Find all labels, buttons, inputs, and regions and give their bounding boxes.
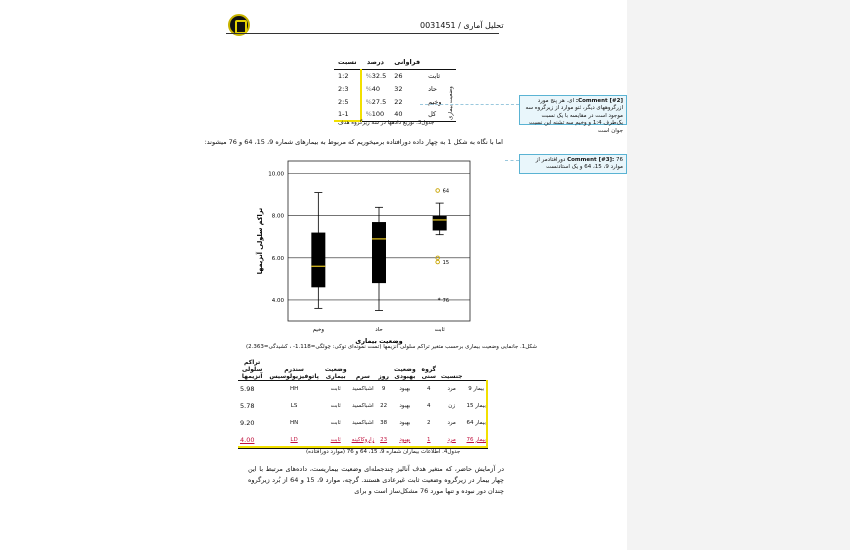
table-cell: بیمار 76 [465,432,489,449]
table-cell: ثابت [330,386,341,393]
y-tick-label: 8.00 [271,213,284,220]
cell-label: ثابت [428,71,441,80]
comment-connector [505,160,519,161]
table-cell: مرد [447,386,456,393]
cell-label: وخیم [428,97,442,106]
box [311,233,325,288]
table-cell: 2 [427,420,431,426]
table-row [238,415,488,432]
page-header-title: تحلیل آماری / 0031451 [420,21,504,30]
table-cell: LD [266,432,322,449]
table-cell: مرد [439,432,465,449]
table-cell: ثابت [322,432,350,449]
comment-text: 76 دورافتادمر از موارد 9، 15، 64 و یک استادنست [535,157,623,171]
comment-margin-pane [627,0,850,550]
table-cell: بیمار 64 [466,420,486,426]
box [372,222,386,283]
table-cell: بیمار 15 [466,403,486,409]
table-row [334,95,456,108]
col-enzyme: تراکم سلولی آنزیمها [238,359,266,381]
cell-percent: %100 [365,110,385,119]
table-cell: 5.98 [240,385,255,394]
y-axis-label: تراکم سلولی آنزیمها [256,207,264,275]
table-cell: 23 [376,432,391,449]
patients-table [238,359,488,449]
col-percent: درصد [361,56,391,69]
table-cell: اشباکسید [352,420,374,426]
comment-title: Comment [#3]: [567,157,615,163]
table-row [334,69,456,82]
cell-label: حاد [428,84,437,93]
table-cell: بهبود [399,403,411,409]
boxplot-chart [240,155,485,345]
col-ratio: نسبت [334,56,361,69]
table-cell: ثابت [330,403,341,409]
cell-percent: %27.5 [365,97,387,106]
paragraph-discussion: در آزمایش حاضر، که متغیر هدف آنالیز چندجمله‌ای وضعیت بیماریست، داده‌های مرتبط با این چهار بیمار در زیرگروه وضعیت ثابت غیرعادی هستند. گرچه، موارد 9، 15 و 64 از بُرد زیرگروه چندان دور نبوده و تنها مورد 76 مشکل‌ساز است و برای [248,465,505,496]
comment-connector [420,104,519,105]
table-cell: 38 [380,420,388,426]
cell-frequency: 26 [394,71,403,80]
comment-balloon-2[interactable] [519,95,627,134]
table-cell: اشباکسید [352,403,374,409]
header-rule [226,33,499,34]
table-cell: 1 [419,432,439,449]
comment-balloon-3[interactable] [519,154,627,174]
box [433,216,447,231]
table-cell: زن [448,403,455,409]
col-syndrome: سندرم پاتوفیزیولوسیس [266,359,322,381]
table-cell: بیمار 9 [468,386,485,393]
outlier-label: 76 [442,297,450,304]
cell-ratio: 1-1 [334,108,361,121]
cell-ratio: 1:2 [334,69,361,82]
table-row [238,398,488,415]
frequency-table [334,56,456,122]
table-row [334,82,456,95]
table-cell: زاروکاکینه [350,432,377,449]
table-cell: ثابت [330,420,341,426]
cell-frequency: 22 [394,97,403,106]
table-cell: 9 [381,386,386,393]
table-cell: بهبود [391,432,419,449]
table-cell: 22 [380,403,388,409]
cell-percent: %32.5 [365,71,387,80]
col-age-group: گروه سنی [419,359,439,381]
outlier-label: 64 [442,188,450,195]
table-cell: بهبود [399,386,411,393]
table-cell: اشباکسید [352,386,374,393]
boxplot-svg [240,155,485,345]
table-row [238,381,488,398]
x-tick-label: وخیم [312,327,325,333]
col-day: روز [376,359,391,381]
cell-ratio: 2:3 [334,82,361,95]
table-cell: 9.20 [240,419,255,427]
col-serum: سرم [350,359,377,381]
x-axis-label: وضعیت بیماری [355,337,403,345]
outlier-label: 15 [442,260,450,267]
table4-caption: جدول4. اطلاعات بیماران شماره 9، 15، 64 و 76 (موارد دورافتاده) [306,449,461,455]
table-cell: 4 [427,403,431,409]
table3-caption: جدول3. توزیع دادهها در سه زیرگروه هدف [338,120,435,126]
figure-caption: شکل1. جانمایی وضعیت بیماری برحسب متغیر تراکم سلولی آنزیمها (تست نمونه‌ای توکی: چولگی=1.118- ، کشیدگی=2.363) [246,344,538,350]
cell-frequency: 40 [394,110,403,119]
x-tick-label: ثابت [434,327,445,333]
table-cell: مرد [447,420,456,426]
col-recovery: وضعیت بهبودی [391,359,419,381]
cell-label: کل [428,110,437,119]
col-status: وضعیت بیماری [322,359,350,381]
col-gender: جنسیت [439,359,465,381]
table-cell: HN [289,420,299,426]
table-cell: HH [289,386,299,393]
table-cell: بهبود [399,420,411,426]
table-cell: 4.00 [238,432,266,449]
col-frequency: فراوانی [390,56,424,69]
group-label: وضعیت بیماری [447,86,454,121]
table-row [238,432,488,449]
table-cell: LS [290,403,298,409]
x-tick-label: حاد [375,327,383,333]
y-tick-label: 4.00 [271,297,284,304]
table-cell: 4 [427,386,431,393]
comment-title: Comment [#2]: [575,98,623,104]
cell-percent: %40 [365,84,381,93]
y-tick-label: 10.00 [268,171,284,178]
table-cell: 5.78 [240,402,255,410]
outlier-star: * [437,296,441,304]
y-tick-label: 6.00 [271,255,284,262]
cell-frequency: 32 [394,84,403,93]
comment-text: ای. هر پنج مورد ازرگروههای دیگر، ثنو موارد از زیرگروه سه موجود است در مقایسه با یک نسبت یک‌طرف 1:4 و وخیم سه تشنه این نسبت جوان است [525,98,623,134]
cell-ratio: 2:5 [334,95,361,108]
paragraph-intro: اما با نگاه به شکل 1 به چهار داده دورافتاده برمیخوریم که مربوط به بیمارهای شماره 9، 15، 64 و 76 میشوند: [204,138,503,146]
